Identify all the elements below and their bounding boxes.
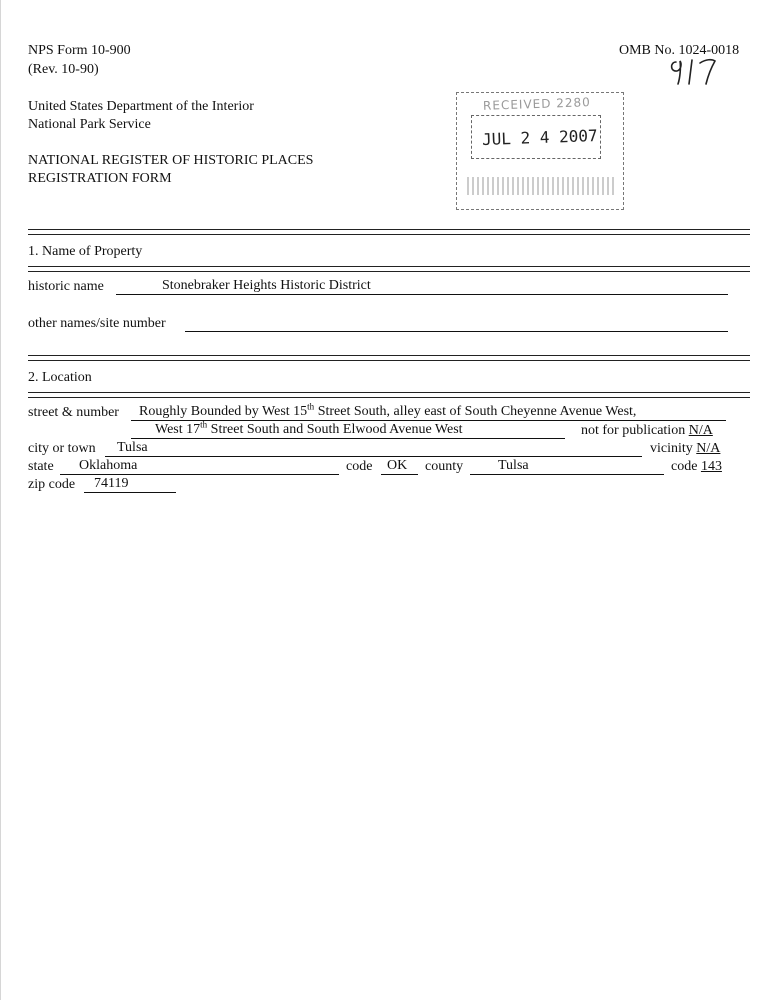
section-rule	[28, 355, 750, 356]
section-rule	[28, 266, 750, 267]
historic-name-label: historic name	[28, 279, 104, 294]
city-field[interactable]	[105, 439, 642, 457]
other-names-field[interactable]	[185, 314, 728, 332]
stamp-date: JUL 2 4 2007	[481, 125, 598, 150]
street-field-line1[interactable]	[131, 403, 726, 421]
section-rule	[28, 392, 750, 393]
section-1-heading: 1. Name of Property	[28, 244, 143, 259]
handwritten-number	[668, 54, 722, 86]
city-value: Tulsa	[117, 440, 148, 455]
county-code[interactable]: code 143	[671, 459, 722, 474]
state-label: state	[28, 459, 54, 474]
service-name: National Park Service	[28, 117, 151, 132]
county-field[interactable]	[470, 457, 664, 475]
state-field[interactable]	[60, 457, 339, 475]
state-code-value: OK	[387, 458, 408, 473]
section-rule	[28, 234, 750, 235]
county-label: county	[425, 459, 464, 474]
form-number: NPS Form 10-900	[28, 43, 131, 58]
form-title-line1: NATIONAL REGISTER OF HISTORIC PLACES	[28, 153, 314, 168]
street-value-line1: Roughly Bounded by West 15th Street South, alley east of South Cheyenne Avenue West,	[139, 401, 637, 419]
historic-name-value: Stonebraker Heights Historic District	[162, 278, 371, 293]
section-rule	[28, 360, 750, 361]
section-rule	[28, 271, 750, 272]
section-rule	[28, 229, 750, 230]
state-code-field[interactable]	[381, 457, 418, 475]
form-revision: (Rev. 10-90)	[28, 62, 99, 77]
zip-label: zip code	[28, 477, 76, 492]
other-names-label: other names/site number	[28, 316, 166, 331]
street-value-line2: West 17th Street South and South Elwood Avenue West	[155, 419, 463, 437]
vicinity[interactable]: vicinity N/A	[650, 441, 721, 456]
stamp-illegible-text	[467, 177, 617, 195]
state-value: Oklahoma	[79, 458, 138, 473]
zip-value: 74119	[94, 476, 129, 491]
department-name: United States Department of the Interior	[28, 99, 254, 114]
state-code-label: code	[346, 459, 373, 474]
section-2-heading: 2. Location	[28, 370, 92, 385]
stamp-date-box	[471, 115, 601, 159]
county-value: Tulsa	[498, 458, 529, 473]
zip-field[interactable]	[84, 475, 176, 493]
omb-number: OMB No. 1024-0018	[619, 43, 740, 58]
form-title-line2: REGISTRATION FORM	[28, 171, 172, 186]
historic-name-field[interactable]	[116, 277, 728, 295]
street-label: street & number	[28, 405, 119, 420]
stamp-received-text: RECEIVED 2280	[482, 95, 592, 113]
not-for-publication[interactable]: not for publication N/A	[581, 423, 713, 438]
city-label: city or town	[28, 441, 96, 456]
page-edge	[0, 0, 1, 1000]
received-stamp	[456, 92, 624, 210]
street-field-line2[interactable]	[131, 421, 565, 439]
section-rule	[28, 397, 750, 398]
